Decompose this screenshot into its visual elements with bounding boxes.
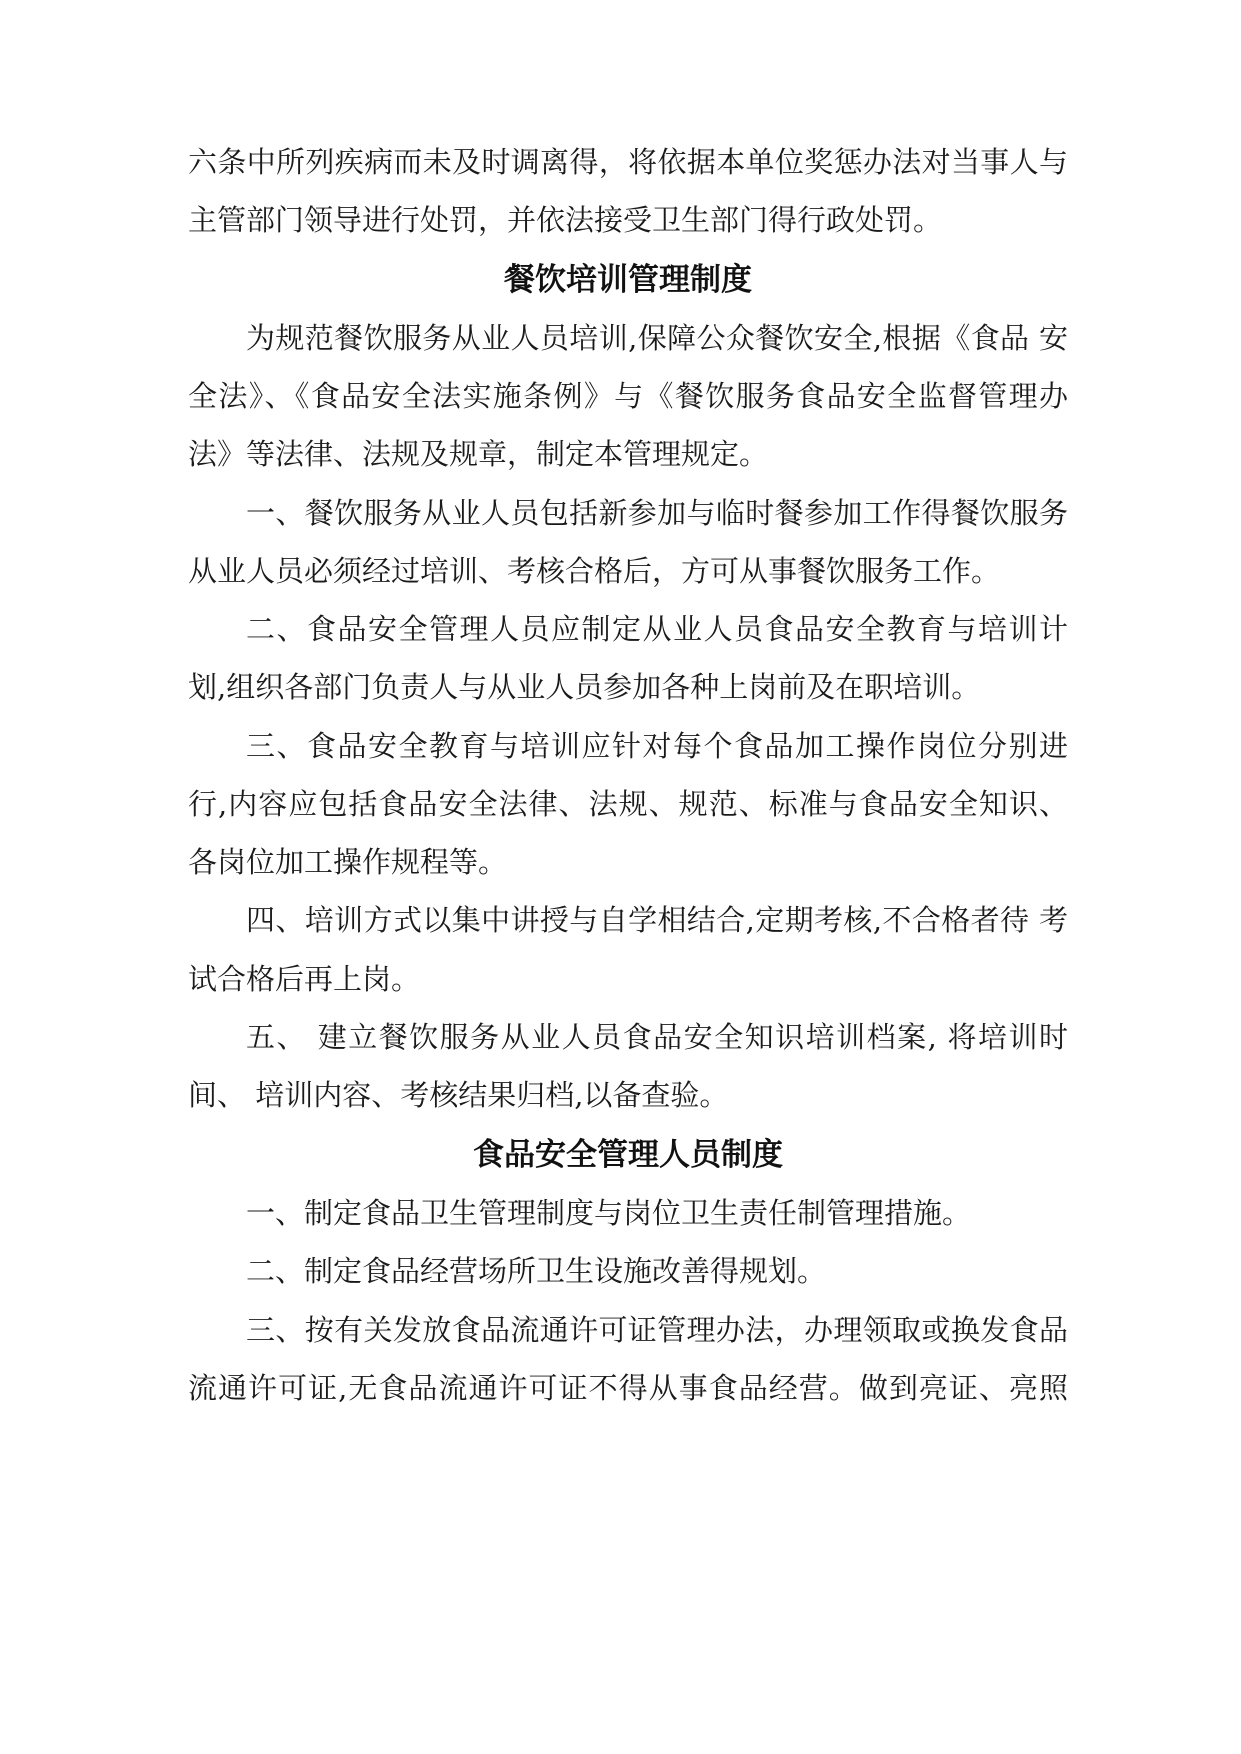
paragraph-line: 试合格后再上岗。 <box>188 962 421 996</box>
paragraph-line: 一、餐饮服务从业人员包括新参加与临时餐参加工作得餐饮服务 <box>246 496 1068 530</box>
paragraph-line: 四、培训方式以集中讲授与自学相结合,定期考核,不合格者待 考 <box>246 903 1068 937</box>
paragraph-line: 划,组织各部门负责人与从业人员参加各种上岗前及在职培训。 <box>188 670 981 704</box>
intro-line-2: 主管部门领导进行处罚，并依法接受卫生部门得行政处罚。 <box>188 203 943 237</box>
paragraph-line: 从业人员必须经过培训、考核合格后，方可从事餐饮服务工作。 <box>188 554 1001 588</box>
paragraph-line: 二、食品安全管理人员应制定从业人员食品安全教育与培训计 <box>246 612 1068 646</box>
paragraph-line: 一、制定食品卫生管理制度与岗位卫生责任制管理措施。 <box>246 1196 972 1230</box>
section-title-catering-training: 餐饮培训管理制度 <box>504 262 752 298</box>
paragraph-line: 为规范餐饮服务从业人员培训,保障公众餐饮安全,根据《食品 安 <box>246 321 1068 355</box>
paragraph-line: 行,内容应包括食品安全法律、法规、规范、标准与食品安全知识、 <box>188 787 1068 821</box>
paragraph-line: 各岗位加工操作规程等。 <box>188 845 508 879</box>
intro-line-1: 六条中所列疾病而未及时调离得，将依据本单位奖惩办法对当事人与 <box>188 145 1068 179</box>
paragraph-line: 二、制定食品经营场所卫生设施改善得规划。 <box>246 1254 827 1288</box>
section-title-food-safety-manager: 食品安全管理人员制度 <box>473 1137 783 1173</box>
paragraph-line: 五、 建立餐饮服务从业人员食品安全知识培训档案, 将培训时 <box>246 1020 1068 1054</box>
paragraph-line: 全法》、《食品安全法实施条例》与《餐饮服务食品安全监督管理办 <box>188 379 1068 413</box>
paragraph-line: 法》等法律、法规及规章，制定本管理规定。 <box>188 437 769 471</box>
paragraph-line: 间、 培训内容、考核结果归档,以备查验。 <box>188 1078 729 1112</box>
paragraph-line: 三、食品安全教育与培训应针对每个食品加工操作岗位分别进 <box>246 729 1068 763</box>
paragraph-line: 流通许可证,无食品流通许可证不得从事食品经营。做到亮证、亮照 <box>188 1371 1068 1405</box>
paragraph-line: 三、按有关发放食品流通许可证管理办法，办理领取或换发食品 <box>246 1313 1068 1347</box>
